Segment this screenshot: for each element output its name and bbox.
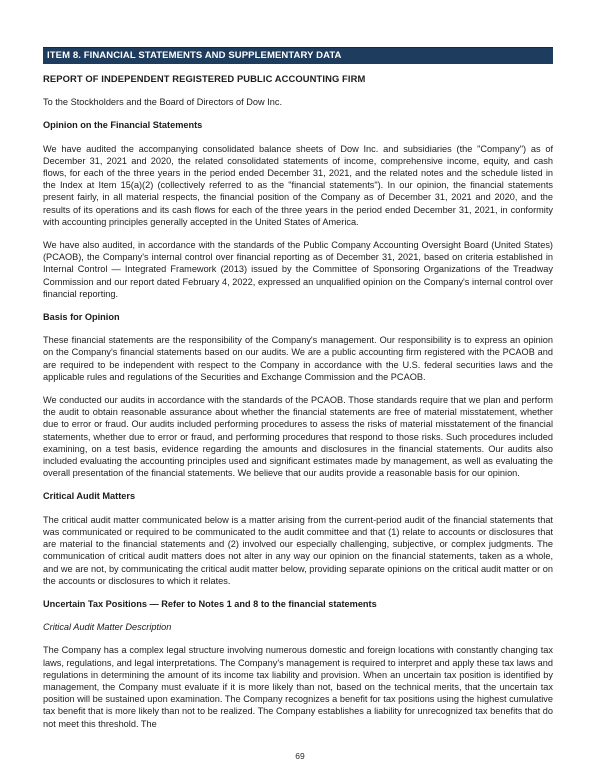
item8-header-bar (43, 47, 553, 64)
paragraph-opinion-1: We have audited the accompanying consolidated balance sheets of Dow Inc. and subsidiaries (the "Company") as of December 31, 2021 and 2020, the related consolidated statements of income, comprehensive income, equity, and cash flows, for each of the three years in the period ended December 31, 2021, and the related notes and the schedule listed in the Index at Item 15(a)(2) (collectively referred to as the "financial statements"). In our opinion, the financial statements present fairly, in all material respects, the financial position of the Company as of December 31, 2021 and 2020, and the results of its operations and its cash flows for each of the three years in the period ended December 31, 2021, in conformity with accounting principles generally accepted in the United States of America. (43, 143, 553, 227)
paragraph-critical-audit-matters: The critical audit matter communicated below is a matter arising from the current-period audit of the financial statements that was communicated or required to be communicated to the audit committee and that (1) relate to accounts or disclosures that are material to the financial statements and (2) involved our especially challenging, subjective, or complex judgments. The communication of critical audit matters does not alter in any way our opinion on the financial statements, taken as a whole, and we are not, by communicating the critical audit matter below, providing separate opinions on the critical audit matter or on the accounts or disclosures to which it relates. (43, 514, 553, 586)
paragraph-basis-2: We conducted our audits in accordance with the standards of the PCAOB. Those standards require that we plan and perform the audit to obtain reasonable assurance about whether the financial statements are free of material misstatement, whether due to error or fraud. Our audits included performing procedures to assess the risks of material misstatement of the financial statements, whether due to error or fraud, and performing procedures that respond to those risks. Such procedures included examining, on a test basis, evidence regarding the amounts and disclosures in the financial statements. Our audits also included evaluating the accounting principles used and significant estimates made by management, as well as evaluating the overall presentation of the financial statements. We believe that our audits provide a reasonable basis for our opinion. (43, 395, 553, 479)
page-number: 69 (295, 751, 305, 761)
heading-basis-for-opinion: Basis for Opinion (43, 312, 120, 323)
heading-critical-audit-matters: Critical Audit Matters (43, 491, 136, 502)
paragraph-opinion-2: We have also audited, in accordance with the standards of the Public Company Accounting Oversight Board (United States) (PCAOB), the Company's internal control over financial reporting as of December 31, 2021, based on criteria established in Internal Control — Integrated Framework (2013) issued by the Committee of Sponsoring Organizations of the Treadway Commission and our report dated February 4, 2022, expressed an unqualified opinion on the Company's internal control over financial reporting. (43, 240, 553, 299)
paragraph-basis-1: These financial statements are the responsibility of the Company's management. Our responsibility is to express an opinion on the Company's financial statements based on our audits. We are a public accounting firm registered with the PCAOB and are required to be independent with respect to the Company in accordance with the U.S. federal securities laws and the applicable rules and regulations of the Securities and Exchange Commission and the PCAOB. (43, 335, 553, 382)
subheading-critical-audit-matter-description: Critical Audit Matter Description (43, 622, 172, 633)
paragraph-uncertain-tax-positions: The Company has a complex legal structure involving numerous domestic and foreign locations with constantly changing tax laws, regulations, and legal interpretations. The Company's management is required to interpret and apply these tax laws and regulations in determining the amount of its income tax liability and provision. When an uncertain tax position is identified by management, the Company must evaluate if it is more likely than not, based on the technical merits, that the uncertain tax position will be sustained upon examination. The Company recognizes a benefit for tax positions using the highest cumulative tax benefit that is more likely than not to be realized. The Company establishes a liability for unrecognized tax benefits that do not meet this threshold. The (43, 645, 553, 729)
heading-uncertain-tax-positions: Uncertain Tax Positions — Refer to Notes 1 and 8 to the financial statements (43, 598, 377, 609)
salutation: To the Stockholders and the Board of Directors of Dow Inc. (43, 97, 282, 108)
report-content (43, 47, 553, 730)
report-title: REPORT OF INDEPENDENT REGISTERED PUBLIC ACCOUNTING FIRM (43, 73, 366, 84)
heading-opinion-on-financial-statements: Opinion on the Financial Statements (43, 120, 203, 131)
item8-header-label: ITEM 8. FINANCIAL STATEMENTS AND SUPPLEMENTARY DATA (47, 50, 342, 61)
